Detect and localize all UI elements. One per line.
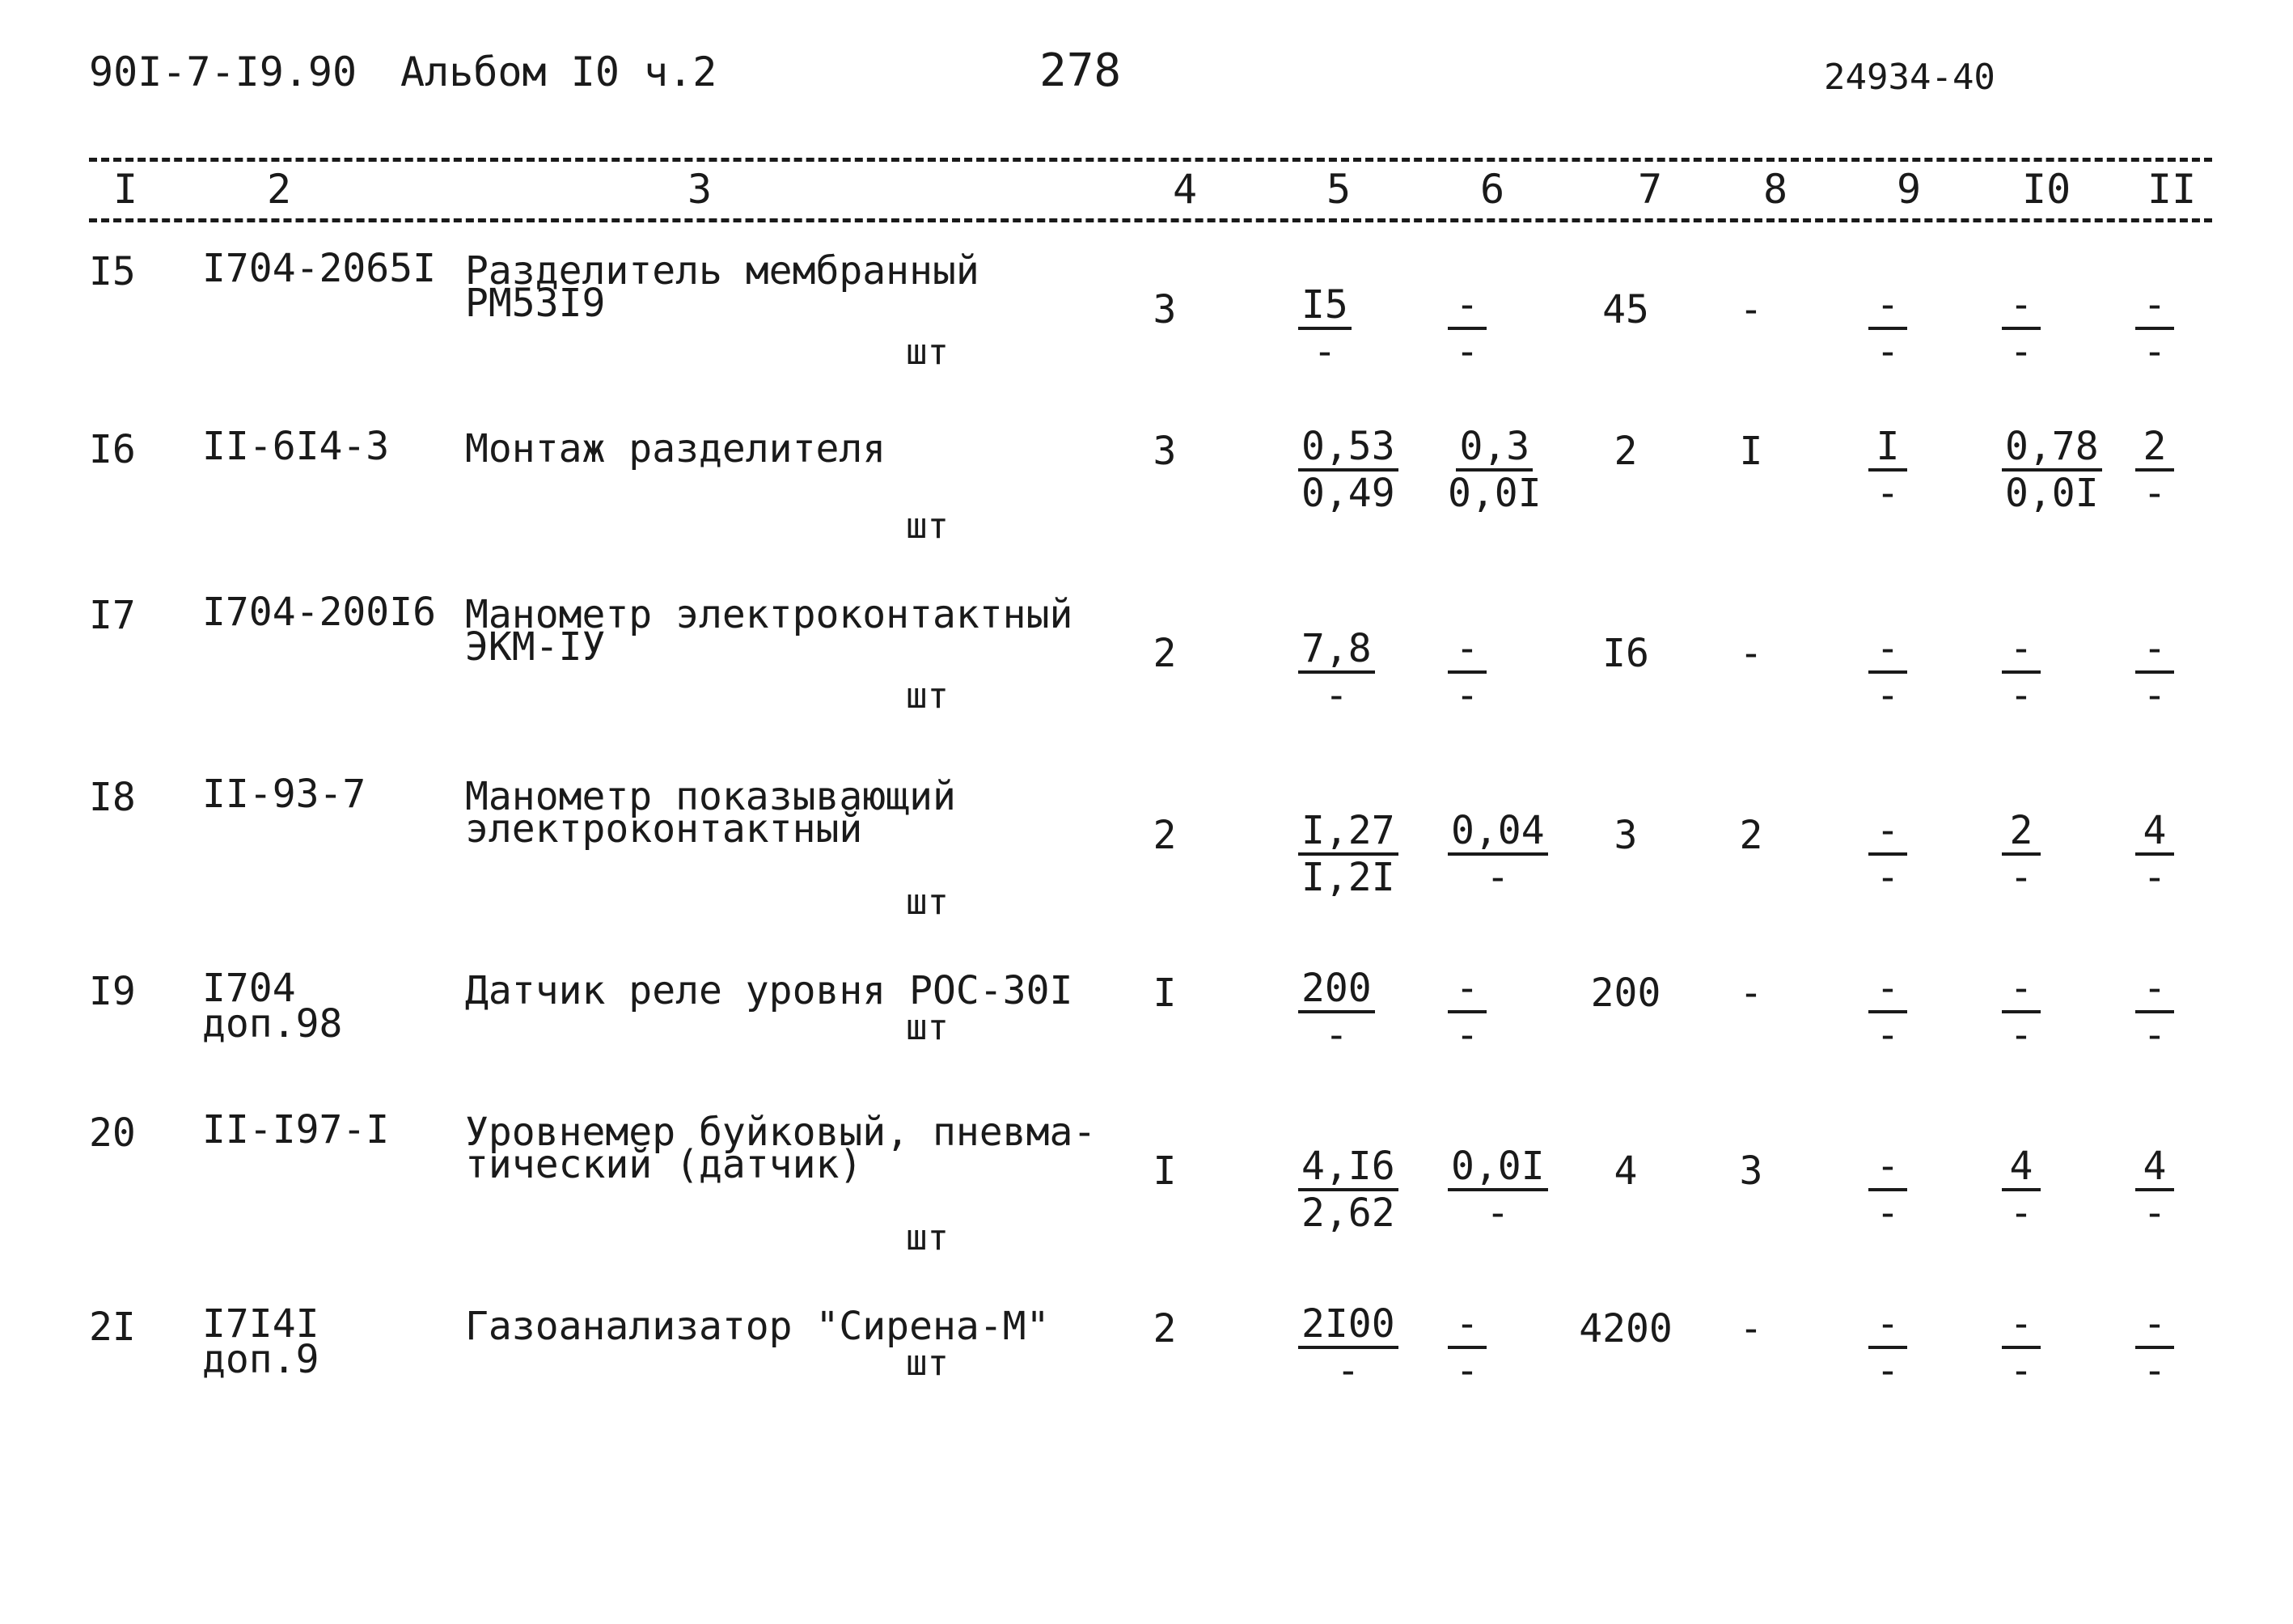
col10-value xyxy=(2002,966,2041,1057)
col10-value-denominator: - xyxy=(2009,673,2033,718)
item-code-line: I7I4I xyxy=(202,1301,319,1347)
col10-value-numerator: - xyxy=(2002,627,2041,674)
col6-value-numerator: - xyxy=(1448,1302,1487,1349)
col8-value: - xyxy=(1739,631,1763,676)
item-name-line: РМ53I9 xyxy=(465,281,606,326)
item-name-line: Уровнемер буйковый, пневма- xyxy=(465,1110,1097,1155)
col6-value-numerator: - xyxy=(1448,966,1487,1013)
col5-value xyxy=(1298,1302,1398,1393)
unit-label: шт xyxy=(906,505,949,547)
col11-value-denominator: - xyxy=(2143,673,2167,718)
col9-value-numerator: - xyxy=(1868,283,1907,330)
col6-value-denominator: 0,0I xyxy=(1448,471,1542,516)
col6-value xyxy=(1448,627,1487,717)
col11-value-numerator: - xyxy=(2135,283,2174,330)
item-name xyxy=(465,248,979,326)
col8-value: - xyxy=(1739,971,1763,1016)
col11-value-denominator: - xyxy=(2143,1013,2167,1058)
col6-value-numerator: - xyxy=(1448,627,1487,674)
col8-value: - xyxy=(1739,1306,1763,1351)
col5-value-numerator: I,27 xyxy=(1298,809,1398,856)
col9-value-numerator: - xyxy=(1868,1144,1907,1191)
col6-value xyxy=(1448,966,1487,1057)
col7-value: 4 xyxy=(1614,1148,1638,1194)
col10-value xyxy=(2002,425,2102,515)
col10-value-numerator: - xyxy=(2002,283,2041,330)
col5-value-denominator: - xyxy=(1313,329,1337,374)
col6-value-denominator: - xyxy=(1486,855,1510,900)
col6-value-numerator: 0,3 xyxy=(1456,425,1533,472)
col11-value-denominator: - xyxy=(2143,1191,2167,1236)
col11-value xyxy=(2135,425,2174,515)
item-code-line: доп.98 xyxy=(202,1001,343,1047)
item-name-line: тический (датчик) xyxy=(465,1142,863,1187)
col10-value-denominator: - xyxy=(2009,1348,2033,1394)
col8-value: - xyxy=(1739,287,1763,332)
col6-value-denominator: - xyxy=(1455,673,1479,718)
col5-value-denominator: - xyxy=(1324,1013,1348,1058)
col4-value: 2 xyxy=(1153,1306,1177,1351)
col7-value: 3 xyxy=(1614,813,1638,858)
col10-value-numerator: 4 xyxy=(2002,1144,2041,1191)
item-name-line: Манометр электроконтактный xyxy=(465,592,1073,637)
item-code xyxy=(202,772,366,817)
col-header-7: 7 xyxy=(1638,166,1663,213)
col11-value-denominator: - xyxy=(2143,1348,2167,1394)
document-code: 90I-7-I9.90 xyxy=(89,49,357,95)
header-top-rule xyxy=(89,158,2212,162)
col-header-3: 3 xyxy=(687,166,713,213)
col9-value-denominator: - xyxy=(1876,673,1900,718)
col8-value: 2 xyxy=(1739,813,1763,858)
col7-value: 45 xyxy=(1602,287,1649,332)
col11-value xyxy=(2135,1302,2174,1393)
album-label: Альбом I0 ч.2 xyxy=(400,49,717,95)
col4-value: I xyxy=(1153,1148,1177,1194)
col5-value xyxy=(1298,966,1375,1057)
col6-value xyxy=(1448,283,1487,374)
col5-value-denominator: - xyxy=(1336,1348,1360,1394)
col9-value xyxy=(1868,1302,1907,1393)
col11-value-numerator: - xyxy=(2135,627,2174,674)
unit-label: шт xyxy=(906,332,949,373)
col9-value-denominator: - xyxy=(1876,471,1900,516)
row-number: I5 xyxy=(89,249,136,294)
row-number: I7 xyxy=(89,593,136,638)
col-header-6: 6 xyxy=(1480,166,1505,213)
col5-value-denominator: - xyxy=(1324,673,1348,718)
item-code xyxy=(202,424,390,469)
col6-value xyxy=(1448,1302,1487,1393)
col5-value-numerator: 2I00 xyxy=(1298,1302,1398,1349)
col9-value-numerator: - xyxy=(1868,809,1907,856)
row-number: I9 xyxy=(89,969,136,1014)
row-number: I6 xyxy=(89,427,136,472)
item-code-line: II-93-7 xyxy=(202,772,366,817)
col11-value-denominator: - xyxy=(2143,855,2167,900)
item-name xyxy=(465,1110,1097,1187)
item-name xyxy=(465,426,886,472)
col11-value-numerator: - xyxy=(2135,1302,2174,1349)
col10-value-denominator: - xyxy=(2009,1013,2033,1058)
unit-label: шт xyxy=(906,675,949,717)
item-code-line: I704-200I6 xyxy=(202,590,436,635)
col9-value-denominator: - xyxy=(1876,855,1900,900)
item-name xyxy=(465,592,1073,670)
col5-value-numerator: 7,8 xyxy=(1298,627,1375,674)
col6-value xyxy=(1448,1144,1548,1235)
row-number: 20 xyxy=(89,1110,136,1156)
col10-value xyxy=(2002,283,2041,374)
col9-value xyxy=(1868,425,1907,515)
col9-value-numerator: I xyxy=(1868,425,1907,472)
unit-label: шт xyxy=(906,1217,949,1258)
col5-value-denominator: I,2I xyxy=(1301,855,1395,900)
item-code xyxy=(202,246,436,291)
col5-value xyxy=(1298,283,1352,374)
col10-value-denominator: - xyxy=(2009,1191,2033,1236)
col10-value-denominator: - xyxy=(2009,855,2033,900)
col9-value-numerator: - xyxy=(1868,966,1907,1013)
item-code-line: II-6I4-3 xyxy=(202,424,390,469)
col11-value-numerator: 2 xyxy=(2135,425,2174,472)
col8-value: I xyxy=(1739,429,1763,474)
item-code-line: II-I97-I xyxy=(202,1107,390,1152)
col9-value xyxy=(1868,809,1907,899)
unit-label: шт xyxy=(906,882,949,923)
col6-value-numerator: 0,04 xyxy=(1448,809,1548,856)
col6-value-numerator: - xyxy=(1448,283,1487,330)
item-code xyxy=(202,1301,319,1382)
col10-value-denominator: - xyxy=(2009,329,2033,374)
col11-value-denominator: - xyxy=(2143,471,2167,516)
unit-label: шт xyxy=(906,1007,949,1048)
col6-value xyxy=(1448,425,1542,515)
col11-value-numerator: 4 xyxy=(2135,809,2174,856)
col5-value xyxy=(1298,1144,1398,1235)
col10-value-numerator: 2 xyxy=(2002,809,2041,856)
row-number: 2I xyxy=(89,1305,136,1350)
col9-value-denominator: - xyxy=(1876,1013,1900,1058)
col10-value-denominator: 0,0I xyxy=(2005,471,2099,516)
col10-value xyxy=(2002,1302,2041,1393)
col4-value: 2 xyxy=(1153,631,1177,676)
col9-value-denominator: - xyxy=(1876,329,1900,374)
unit-label: шт xyxy=(906,1343,949,1384)
col11-value-denominator: - xyxy=(2143,329,2167,374)
inventory-number: 24934-40 xyxy=(1824,57,1995,98)
col7-value: I6 xyxy=(1602,631,1649,676)
col9-value-numerator: - xyxy=(1868,1302,1907,1349)
col-header-10: I0 xyxy=(2022,166,2071,213)
item-code xyxy=(202,966,343,1047)
col6-value-denominator: - xyxy=(1455,1348,1479,1394)
col4-value: 3 xyxy=(1153,429,1177,474)
col8-value: 3 xyxy=(1739,1148,1763,1194)
col4-value: 2 xyxy=(1153,813,1177,858)
row-number: I8 xyxy=(89,775,136,820)
col5-value-numerator: 4,I6 xyxy=(1298,1144,1398,1191)
col11-value xyxy=(2135,1144,2174,1235)
col9-value xyxy=(1868,627,1907,717)
col10-value xyxy=(2002,627,2041,717)
item-code xyxy=(202,590,436,635)
col11-value-numerator: - xyxy=(2135,966,2174,1013)
col6-value-denominator: - xyxy=(1486,1191,1510,1236)
col6-value xyxy=(1448,809,1548,899)
item-code xyxy=(202,1107,390,1152)
col11-value xyxy=(2135,627,2174,717)
col-header-2: 2 xyxy=(267,166,292,213)
item-name-line: Газоанализатор "Сирена-М" xyxy=(465,1304,1050,1349)
item-name xyxy=(465,968,1073,1013)
item-code-line: I704 xyxy=(202,966,296,1011)
col9-value xyxy=(1868,1144,1907,1235)
col9-value xyxy=(1868,283,1907,374)
item-name xyxy=(465,774,956,852)
col5-value xyxy=(1298,627,1375,717)
col9-value-denominator: - xyxy=(1876,1348,1900,1394)
col11-value-numerator: 4 xyxy=(2135,1144,2174,1191)
col5-value-numerator: 200 xyxy=(1298,966,1375,1013)
col10-value xyxy=(2002,1144,2041,1235)
col7-value: 4200 xyxy=(1579,1306,1673,1351)
col7-value: 2 xyxy=(1614,429,1638,474)
col9-value xyxy=(1868,966,1907,1057)
col5-value-denominator: 0,49 xyxy=(1301,471,1395,516)
item-name-line: электроконтактный xyxy=(465,806,863,852)
header-bottom-rule xyxy=(89,218,2212,222)
col5-value-numerator: 0,53 xyxy=(1298,425,1398,472)
col7-value: 200 xyxy=(1590,971,1661,1016)
item-code-line: доп.9 xyxy=(202,1337,319,1382)
col-header-11: II xyxy=(2147,166,2197,213)
col9-value-numerator: - xyxy=(1868,627,1907,674)
col-header-5: 5 xyxy=(1326,166,1352,213)
page-number: 278 xyxy=(1039,44,1122,97)
col4-value: 3 xyxy=(1153,287,1177,332)
item-code-line: I704-2065I xyxy=(202,246,436,291)
col10-value-numerator: - xyxy=(2002,966,2041,1013)
item-name-line: ЭКМ-IУ xyxy=(465,624,606,670)
col10-value-numerator: - xyxy=(2002,1302,2041,1349)
col-header-1: I xyxy=(113,166,138,213)
col-header-8: 8 xyxy=(1763,166,1788,213)
col5-value xyxy=(1298,809,1398,899)
col9-value-denominator: - xyxy=(1876,1191,1900,1236)
col5-value xyxy=(1298,425,1398,515)
col6-value-denominator: - xyxy=(1455,1013,1479,1058)
col6-value-denominator: - xyxy=(1455,329,1479,374)
col11-value xyxy=(2135,809,2174,899)
item-name-line: Датчик реле уровня РОС-30I xyxy=(465,968,1073,1013)
item-name-line: Монтаж разделителя xyxy=(465,426,886,472)
col10-value xyxy=(2002,809,2041,899)
col6-value-numerator: 0,0I xyxy=(1448,1144,1548,1191)
col11-value xyxy=(2135,283,2174,374)
item-name xyxy=(465,1304,1050,1349)
col-header-9: 9 xyxy=(1897,166,1922,213)
item-name-line: Разделитель мембранный xyxy=(465,248,979,294)
col4-value: I xyxy=(1153,971,1177,1016)
col-header-4: 4 xyxy=(1173,166,1198,213)
col10-value-numerator: 0,78 xyxy=(2002,425,2102,472)
col5-value-denominator: 2,62 xyxy=(1301,1191,1395,1236)
col11-value xyxy=(2135,966,2174,1057)
col5-value-numerator: I5 xyxy=(1298,283,1352,330)
item-name-line: Манометр показывающий xyxy=(465,774,956,819)
